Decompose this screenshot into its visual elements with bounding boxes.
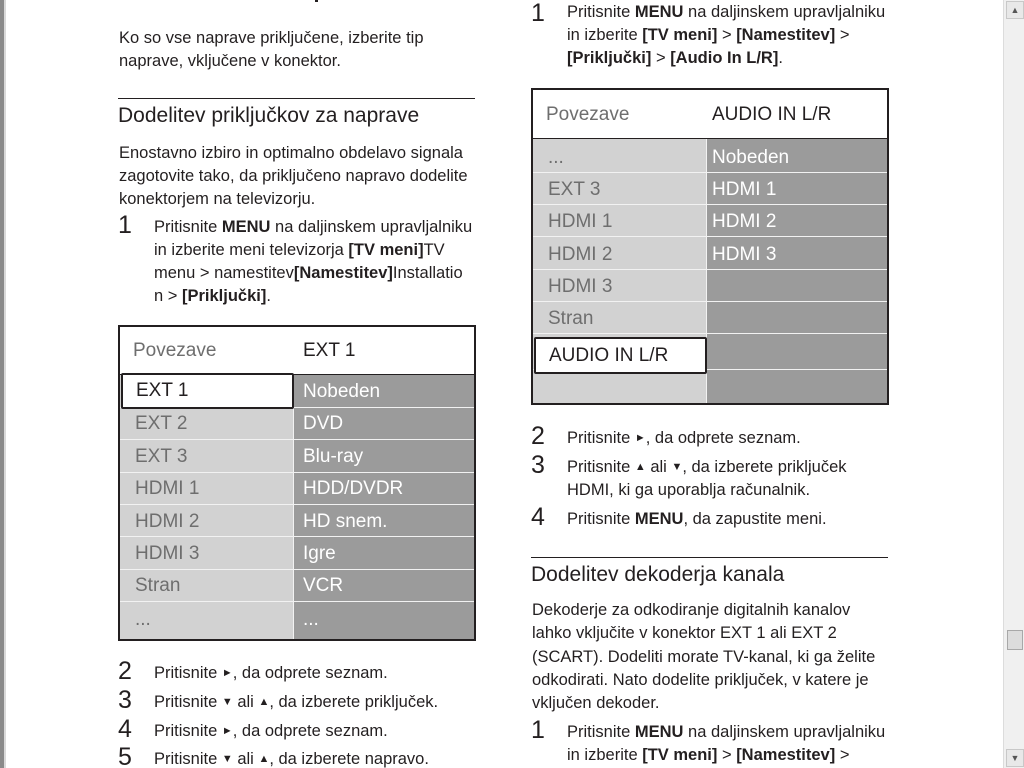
menu-item[interactable]: EXT 3 xyxy=(135,446,188,467)
option-item[interactable]: HDD/DVDR xyxy=(303,478,404,499)
scroll-down-icon[interactable]: ▼ xyxy=(1006,749,1024,767)
r-step3-text: Pritisnite ▲ ali ▼, da izberete priključek xyxy=(567,458,847,476)
menu-item[interactable]: Stran xyxy=(135,575,181,596)
para-line-4: odkodirati. Nato dodelite priključek, v katere je xyxy=(532,671,869,689)
scroll-up-icon[interactable]: ▲ xyxy=(1006,1,1024,19)
table-header xyxy=(120,327,474,374)
para-line-3: konektorjem na televizorju. xyxy=(119,190,316,208)
section-rule xyxy=(118,98,475,99)
r-step1-line2: in izberite [TV meni] > [Namestitev] > xyxy=(567,26,850,44)
menu-item[interactable]: EXT 3 xyxy=(548,179,601,200)
step-number: 4 xyxy=(118,715,132,743)
selected-connection[interactable]: EXT 1 xyxy=(121,373,294,409)
intro-line-2: naprave, vključene v konektor. xyxy=(119,52,341,70)
option-item[interactable]: HDMI 1 xyxy=(712,179,777,200)
header-value: EXT 1 xyxy=(303,340,356,361)
option-item[interactable]: VCR xyxy=(303,575,344,596)
menu-item[interactable]: HDMI 3 xyxy=(548,276,613,297)
r-step4-text: Pritisnite MENU, da zapustite meni. xyxy=(567,510,827,528)
r2-step1-line1: Pritisnite MENU na daljinskem upravljalniku xyxy=(567,723,886,741)
step-number: 3 xyxy=(118,686,132,714)
menu-item[interactable]: ... xyxy=(548,147,564,168)
step-number: 5 xyxy=(118,743,132,768)
audio-in-menu-table xyxy=(531,88,889,405)
header-label: Povezave xyxy=(133,340,217,361)
menu-item[interactable]: HDMI 1 xyxy=(548,211,613,232)
step-number: 1 xyxy=(531,716,545,744)
r-step1-line3: [Priključki] > [Audio In L/R]. xyxy=(567,49,783,67)
option-item[interactable]: Nobeden xyxy=(712,147,790,168)
option-item[interactable]: HD snem. xyxy=(303,511,388,532)
menu-item[interactable]: ... xyxy=(135,609,151,630)
step1-line2: in izberite meni televizorja [TV meni]TV xyxy=(154,241,445,259)
connections-menu-table xyxy=(118,325,476,641)
section-heading: Dodelitev dekoderja kanala xyxy=(531,563,785,586)
para-line-1: Dekoderje za odkodiranje digitalnih kanalov xyxy=(532,601,851,619)
section-heading: Dodelitev priključkov za naprave xyxy=(118,104,420,127)
vertical-scrollbar[interactable] xyxy=(1003,0,1024,768)
para-line-3: (SCART). Dodeliti morate TV-kanal, ki ga želite xyxy=(532,648,876,666)
step-number: 1 xyxy=(118,211,132,239)
step-number: 4 xyxy=(531,503,545,531)
option-item[interactable]: DVD xyxy=(303,413,344,434)
section-rule xyxy=(531,557,888,558)
r-step3-text-line2: HDMI, ki ga uporablja računalnik. xyxy=(567,481,811,499)
option-item[interactable]: ... xyxy=(303,609,319,630)
step-number: 1 xyxy=(531,0,545,27)
option-item[interactable]: HDMI 2 xyxy=(712,211,777,232)
menu-item[interactable]: Stran xyxy=(548,308,594,329)
header-label: Povezave xyxy=(546,104,630,125)
para-line-5: vključen dekoder. xyxy=(532,694,660,712)
para-line-2: zagotovite tako, da priključeno napravo dodelite xyxy=(119,167,468,185)
para-line-2: lahko vključite v konektor EXT 1 ali EXT 2 xyxy=(532,624,837,642)
option-item[interactable]: Nobeden xyxy=(303,381,381,402)
step1-line3: menu > namestitev[Namestitev]Installatio xyxy=(154,264,463,282)
step4-text: Pritisnite ►, da odprete seznam. xyxy=(154,722,388,740)
menu-item[interactable]: HDMI 3 xyxy=(135,543,200,564)
step3-text: Pritisnite ▼ ali ▲, da izberete priključek. xyxy=(154,693,439,711)
r-step1-line1: Pritisnite MENU na daljinskem upravljalniku xyxy=(567,3,886,21)
step2-text: Pritisnite ►, da odprete seznam. xyxy=(154,664,388,682)
step5-text: Pritisnite ▼ ali ▲, da izberete napravo. xyxy=(154,750,429,768)
step-number: 2 xyxy=(531,422,545,450)
menu-item[interactable]: EXT 2 xyxy=(135,413,188,434)
para-line-1: Enostavno izbiro in optimalno obdelavo signala xyxy=(119,144,463,162)
document-page xyxy=(6,0,1003,768)
step1-line4: n > [Priključki]. xyxy=(154,287,271,305)
option-item[interactable]: HDMI 3 xyxy=(712,244,777,265)
header-value: AUDIO IN L/R xyxy=(712,104,832,125)
step-number: 3 xyxy=(531,451,545,479)
option-item[interactable]: Blu-ray xyxy=(303,446,364,467)
selected-connection[interactable]: AUDIO IN L/R xyxy=(534,337,707,374)
step-number: 2 xyxy=(118,657,132,685)
intro-line-1: Ko so vse naprave priključene, izberite tip xyxy=(119,29,424,47)
r2-step1-line2: in izberite [TV meni] > [Namestitev] > xyxy=(567,746,850,764)
table-header xyxy=(533,90,887,138)
menu-item[interactable]: HDMI 1 xyxy=(135,478,200,499)
clipped-heading-fragment xyxy=(315,0,318,2)
step1-line1: Pritisnite MENU na daljinskem upravljalniku xyxy=(154,218,473,236)
scrollbar-thumb[interactable] xyxy=(1007,630,1023,650)
menu-item[interactable]: HDMI 2 xyxy=(135,511,200,532)
menu-item[interactable]: HDMI 2 xyxy=(548,244,613,265)
r-step2-text: Pritisnite ►, da odprete seznam. xyxy=(567,429,801,447)
option-item[interactable]: Igre xyxy=(303,543,336,564)
